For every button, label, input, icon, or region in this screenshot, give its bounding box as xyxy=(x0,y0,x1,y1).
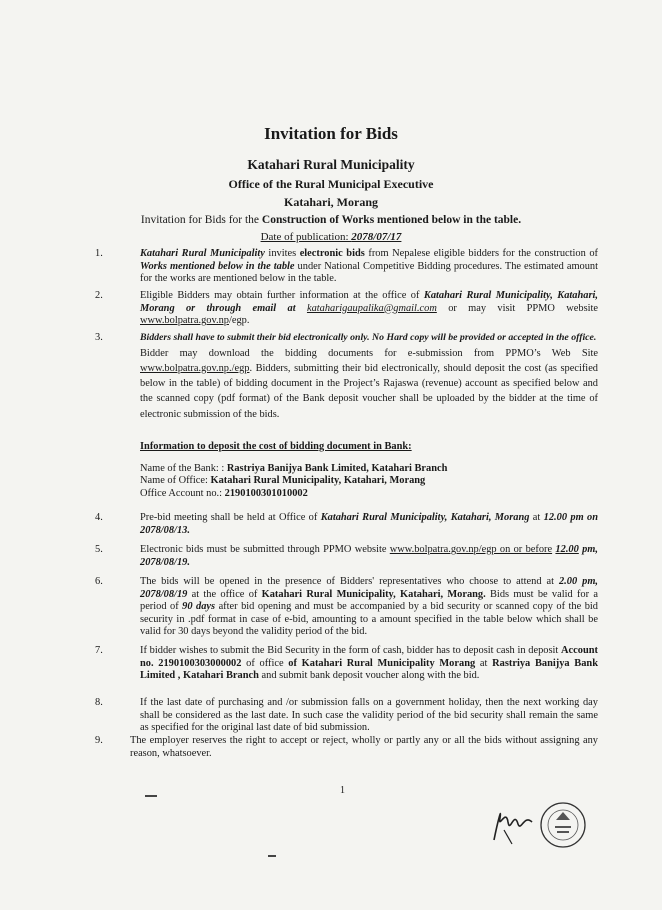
page-number: 1 xyxy=(340,785,345,796)
publication-date: Date of publication: 2078/07/17 xyxy=(260,231,402,243)
clause-2: 2. Eligible Bidders may obtain further information at the office of Katahari Rural Municipality, Katahari, Morang or through email at kataharigaupalika@gmail.com or may visit PPMO website www.bolpatra.gov.np/egp. xyxy=(95,290,598,327)
clause-5: 5. Electronic bids must be submitted through PPMO website www.bolpatra.gov.np/egp on or before 12.00 pm, 2078/08/19. xyxy=(95,544,598,568)
document-title: Invitation for Bids xyxy=(264,124,398,143)
seal-icon xyxy=(538,800,588,850)
email-link[interactable]: kataharigaupalika@gmail.com xyxy=(306,302,437,314)
clause-8: 8. If the last date of purchasing and /or submission falls on a government holiday, then the next working day shall be considered as the last date. In such case the validity period of the bid security shall remain the same as specified for the original last date of bid submission. xyxy=(95,697,598,734)
clause-6: 6. The bids will be opened in the presence of Bidders' representatives who choose to attend at 2.00 pm, 2078/08/19 at the office of Katahari Rural Municipality, Katahari, Morang. Bids must be valid for a period of 90 days after bid opening and must be accompanied by a bid security or scanned copy of the bid security in .pdf format in case of e-bid, amounting to a amount specified in the table below which shall be valid for 30 days beyond the validity period of the bid. xyxy=(95,576,598,638)
office-name: Office of the Rural Municipal Executive xyxy=(228,177,434,191)
clause-3: 3. Bidders shall have to submit their bid electronically only. No Hard copy will be provided or accepted in the office. Bidder may download the bidding documents for e-submission from PPMO’s Web Site www.bolpatra.gov.np./egp. Bidders, submitting their bid electronically, should deposit the cost (as specified below in the table) of bidding document in the Project’s Rajaswa (revenue) account as specified below and the scanned copy (pdf format) of the Bank deposit voucher shall be uploaded by the bidder at the time of electronic submission of the bids. xyxy=(95,332,598,420)
ppmo-link[interactable]: www.bolpatra.gov.np xyxy=(140,315,229,327)
signature-icon xyxy=(488,800,538,846)
municipality-name: Katahari Rural Municipality xyxy=(247,157,415,172)
location: Katahari, Morang xyxy=(284,195,378,209)
clause-7: 7. If bidder wishes to submit the Bid Security in the form of cash, bidder has to deposit cash in deposit Account no. 2190100303000002 of office of Katahari Rural Municipality Morang at Rastriya Banijya Bank Limited , Katahari Branch and submit bank deposit voucher along with the bid. xyxy=(95,645,598,682)
clause-4: 4. Pre-bid meeting shall be held at Office of Katahari Rural Municipality, Katahari, Morang at 12.00 pm on 2078/08/13. xyxy=(95,512,598,536)
scan-mark xyxy=(145,795,157,797)
egp-link[interactable]: www.bolpatra.gov.np./egp xyxy=(140,362,250,374)
bank-info-heading: Information to deposit the cost of bidding document in Bank: xyxy=(140,441,412,452)
bank-info: Information to deposit the cost of bidding document in Bank: Name of the Bank: : Rastriya Banijya Bank Limited, Katahari Branch Name of Office: Katahari Rural Municipality, Katahari, Morang Office Account no.: 2190100301010002 xyxy=(140,441,598,500)
clause-1: 1. Katahari Rural Municipality invites electronic bids from Nepalese eligible bidders for the construction of Works mentioned below in the table under National Competitive Bidding procedures. The estimated amount for the works are mentioned below in the table. xyxy=(95,248,599,285)
clause-9: 9. The employer reserves the right to accept or reject, wholly or partly any or all the bids without assigning any reason, whatsoever. xyxy=(95,735,598,759)
intro-line: Invitation for Bids for the Construction of Works mentioned below in the table. xyxy=(140,214,522,226)
submission-link[interactable]: www.bolpatra.gov.np/egp on or before xyxy=(389,544,553,555)
scan-mark xyxy=(268,855,276,857)
